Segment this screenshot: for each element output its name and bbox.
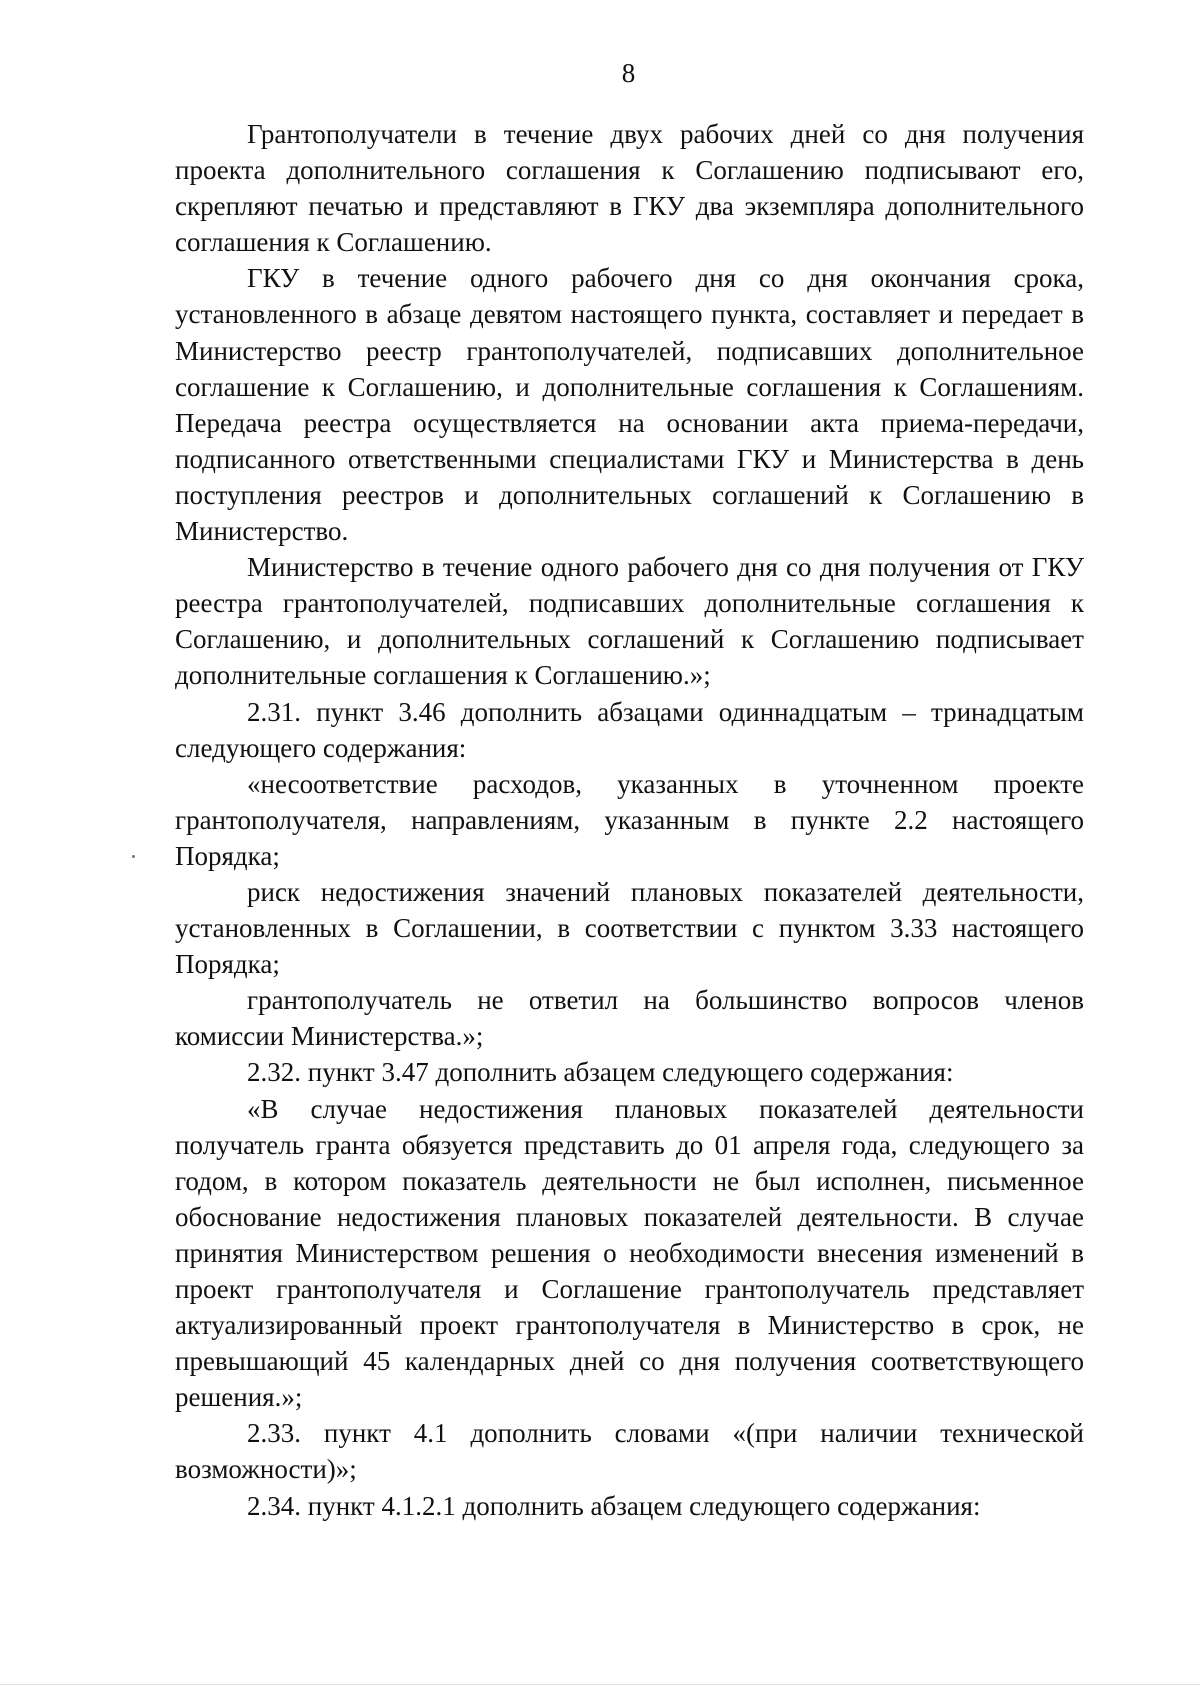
scan-artifact-line: [0, 1684, 1200, 1685]
paragraph: ГКУ в течение одного рабочего дня со дня окончания срока, установленного в абзаце девятом настоящего пункта, составляет и передает в Министерство реестр грантополучателей, подписавших дополнительное соглашение к Соглашению, и дополнительные соглашения к Соглашениям. Передача реестра осуществляется на основании акта приема-передачи, подписанного ответственными специалистами ГКУ и Министерства в день поступления реестров и дополнительных соглашений к Соглашению в Министерство.: [175, 263, 1084, 547]
paragraph: 2.34. пункт 4.1.2.1 дополнить абзацем следующего содержания:: [247, 1490, 981, 1521]
paragraph: «несоответствие расходов, указанных в уточненном проекте грантополучателя, направлениям, указанным в пункте 2.2 настоящего Порядка;: [175, 768, 1084, 871]
paragraph: грантополучатель не ответил на большинство вопросов членов комиссии Министерства.»;: [175, 985, 1084, 1052]
page-number: 8: [621, 58, 636, 88]
paragraph: Министерство в течение одного рабочего дня со дня получения от ГКУ реестра грантополучателей, подписавших дополнительные соглашения к Соглашению, и дополнительных соглашений к Соглашению подписывает дополнительные соглашения к Соглашению.»;: [175, 552, 1084, 691]
document-body: [175, 116, 1084, 1524]
paragraph: 2.31. пункт 3.46 дополнить абзацами одиннадцатым – тринадцатым следующего содержания:: [175, 696, 1084, 763]
scan-artifact-dot: [132, 855, 135, 858]
paragraph: «В случае недостижения плановых показателей деятельности получатель гранта обязуется представить до 01 апреля года, следующего за годом, в котором показатель деятельности не был исполнен, письменное обоснование недостижения плановых показателей деятельности. В случае принятия Министерством решения о необходимости внесения изменений в проект грантополучателя и Соглашение грантополучатель представляет актуализированный проект грантополучателя в Министерство в срок, не превышающий 45 календарных дней со дня получения соответствующего решения.»;: [175, 1093, 1084, 1413]
paragraph: 2.32. пункт 3.47 дополнить абзацем следующего содержания:: [247, 1057, 954, 1088]
paragraph: 2.33. пункт 4.1 дополнить словами «(при наличии технической возможности)»;: [175, 1418, 1084, 1485]
paragraph: Грантополучатели в течение двух рабочих дней со дня получения проекта дополнительного соглашения к Соглашению подписывают его, скрепляют печатью и представляют в ГКУ два экземпляра дополнительного соглашения к Соглашению.: [175, 119, 1084, 258]
paragraph: риск недостижения значений плановых показателей деятельности, установленных в Соглашении, в соответствии с пунктом 3.33 настоящего Порядка;: [175, 876, 1084, 980]
